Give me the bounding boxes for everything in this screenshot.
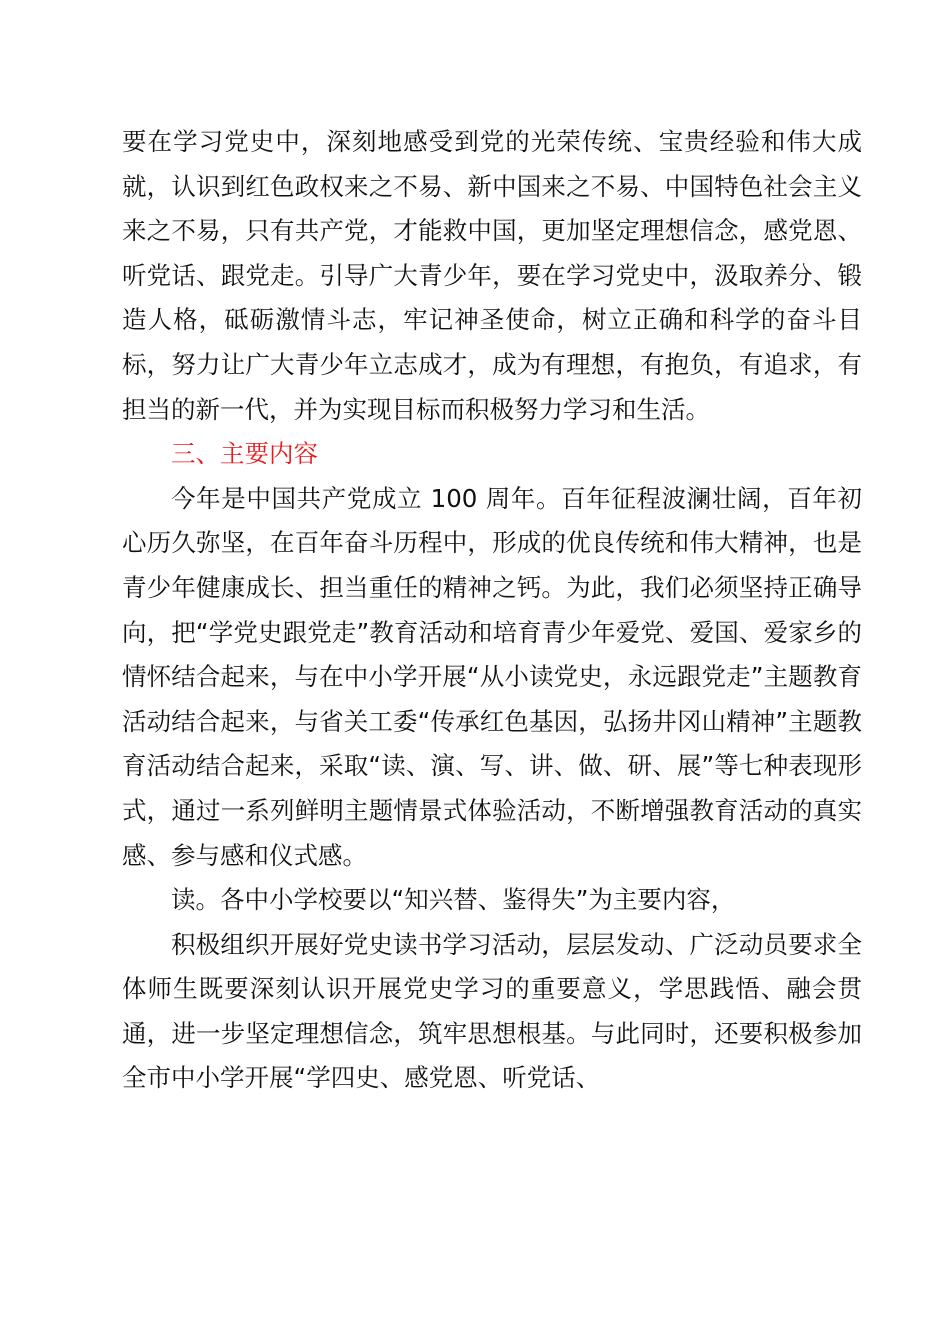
paragraph-main-content: 今年是中国共产党成立 100 周年。百年征程波澜壮阔，百年初心历久弥坚，在百年奋斗历程中，形成的优良传统和伟大精神，也是青少年健康成长、担当重任的精神之钙。为此，我们必须坚持正确导向，把“学党史跟党走”教育活动和培育青少年爱党、爱国、爱家乡的情怀结合起来，与在中小学开展“从小读党史，永远跟党走”主题教育活动结合起来，与省关工委“传承红色基因，弘扬井冈山精神”主题教育活动结合起来，采取“读、演、写、讲、做、研、展”等七种表现形式，通过一系列鲜明主题情景式体验活动，不断增强教育活动的真实感、参与感和仪式感。: [122, 483, 862, 870]
paragraph-reading-activity: 积极组织开展好党史读书学习活动，层层发动、广泛动员要求全体师生既要深刻认识开展党史学习的重要意义，学思践悟、融会贯通，进一步坚定理想信念，筑牢思想根基。与此同时，还要积极参加全市中小学开展“学四史、感党恩、听党话、: [122, 929, 862, 1093]
document-body: [122, 120, 862, 1101]
paragraph-read: 读。各中小学校要以“知兴替、鉴得失”为主要内容，: [171, 885, 736, 915]
paragraph-continued: 要在学习党史中，深刻地感受到党的光荣传统、宝贵经验和伟大成就，认识到红色政权来之不易、新中国来之不易、中国特色社会主义来之不易，只有共产党，才能救中国，更加坚定理想信念，感党恩、听党话、跟党走。引导广大青少年，要在学习党史中，汲取养分、锻造人格，砥砺激情斗志，牢记神圣使命，树立正确和科学的奋斗目标，努力让广大青少年立志成才，成为有理想，有抱负，有追求，有担当的新一代，并为实现目标而积极努力学习和生活。: [122, 127, 862, 424]
section-heading: 三、主要内容: [171, 439, 318, 469]
